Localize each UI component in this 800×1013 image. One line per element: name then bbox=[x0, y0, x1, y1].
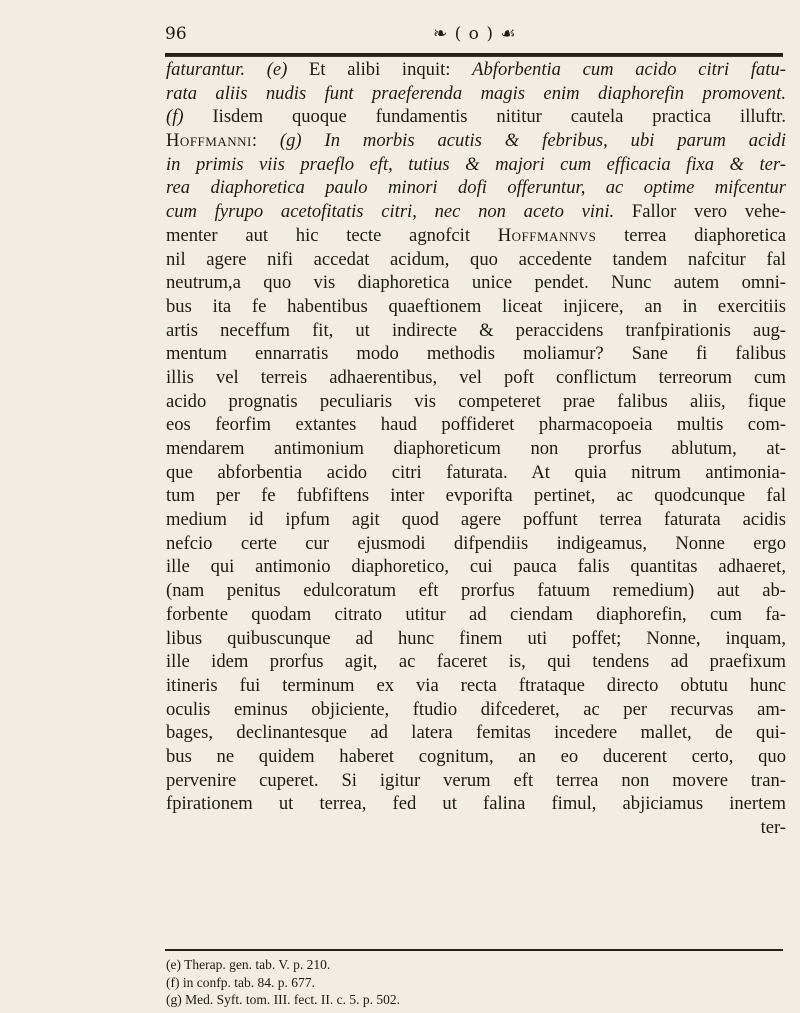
text-line bbox=[166, 390, 786, 414]
text-line bbox=[166, 461, 786, 485]
text-line bbox=[166, 721, 786, 745]
text-run: (f) bbox=[166, 106, 184, 128]
text-run: : bbox=[251, 130, 280, 152]
text-run: (nam penitus edulcoratum eft prorfus fatuum remedium) aut ab- bbox=[166, 580, 786, 602]
text-line bbox=[166, 650, 786, 674]
text-line bbox=[166, 129, 786, 153]
text-run: pervenire cuperet. Si igitur verum eft terrea non movere tran- bbox=[166, 769, 786, 791]
header-ornament: ❧ ( o ) ☙ bbox=[433, 24, 517, 44]
text-run: ille idem prorfus agit, ac faceret is, qui tendens ad praefixum bbox=[166, 651, 786, 673]
text-run: eos feorfim extantes haud poffideret pharmacopoeia multis com- bbox=[166, 414, 786, 436]
text-run: Iisdem quoque fundamentis nititur cautela practica illuftr. bbox=[183, 106, 786, 128]
text-run: cum fyrupo acetofitatis citri, nec non aceto vini. bbox=[166, 201, 615, 223]
text-line bbox=[166, 579, 786, 603]
footnote-g: (g) Med. Syft. tom. III. fect. II. c. 5. p. 502. bbox=[166, 992, 400, 1007]
text-line bbox=[166, 792, 786, 816]
text-line bbox=[166, 342, 786, 366]
text-run: terrea diaphoretica bbox=[596, 224, 786, 246]
text-line bbox=[166, 555, 786, 579]
footnotes bbox=[166, 956, 766, 1009]
text-run: oculis eminus objiciente, ftudio difcederet, ac per recurvas am- bbox=[166, 698, 786, 720]
text-run: Fallor vero vehe- bbox=[614, 201, 786, 223]
text-line bbox=[166, 816, 786, 840]
text-run: forbente quodam citrato utitur ad ciendam diaphorefin, cum fa- bbox=[166, 603, 786, 625]
text-run: medium id ipfum agit quod agere poffunt terrea faturata acidis bbox=[166, 509, 786, 531]
text-run: bus ita fe habentibus quaeftionem liceat injicere, an in exercitiis bbox=[166, 295, 786, 317]
text-line bbox=[166, 698, 786, 722]
text-line bbox=[166, 745, 786, 769]
text-run: artis neceffum fit, ut indirecte & peraccidens tranfpirationis aug- bbox=[166, 319, 786, 341]
header-rule bbox=[165, 53, 783, 57]
text-run: Abforbentia cum acido citri fatu- bbox=[472, 59, 786, 80]
text-line bbox=[166, 200, 786, 224]
text-run: acido prognatis peculiaris vis competeret prae falibus aliis, fique bbox=[166, 390, 786, 412]
text-run: itineris fui terminum ex via recta ftrataque directo obtutu hunc bbox=[166, 674, 786, 696]
text-line bbox=[166, 508, 786, 532]
text-run: (g) In morbis acutis & febribus, ubi parum acidi bbox=[279, 130, 786, 152]
text-line bbox=[166, 627, 786, 651]
text-run: faturantur. (e) bbox=[166, 59, 288, 80]
text-line bbox=[166, 295, 786, 319]
footnote-f: (f) in confp. tab. 84. p. 677. bbox=[166, 974, 315, 990]
footnote-e: (e) Therap. gen. tab. V. p. 210. bbox=[166, 957, 331, 972]
text-run: Hoffmannvs bbox=[497, 224, 597, 246]
text-line bbox=[166, 176, 786, 200]
text-run: bages, declinantesque ad latera femitas incedere mallet, de qui- bbox=[166, 722, 786, 744]
text-run: Et alibi inquit: bbox=[287, 59, 473, 80]
text-line bbox=[166, 413, 786, 437]
text-run: libus quibuscunque ad hunc finem uti poffet; Nonne, inquam, bbox=[166, 627, 786, 649]
text-line bbox=[166, 437, 786, 461]
footnote-rule bbox=[165, 949, 783, 951]
text-run: ter- bbox=[760, 817, 786, 838]
text-line bbox=[166, 153, 786, 177]
text-run: neutrum,a quo vis diaphoretica unice pendet. Nunc autem omni- bbox=[166, 272, 786, 294]
text-run: nil agere nifi accedat acidum, quo accedente tandem nafcitur fal bbox=[166, 248, 786, 270]
body-text bbox=[166, 58, 786, 840]
text-run: rata aliis nudis funt praeferenda magis enim diaphorefin promovent. bbox=[166, 82, 786, 104]
text-run: nefcio certe cur ejusmodi difpendiis indigeamus, Nonne ergo bbox=[166, 532, 786, 554]
text-run: Hoffmanni bbox=[166, 130, 252, 152]
text-line bbox=[166, 248, 786, 272]
text-run: fpirationem ut terrea, fed ut falina fimul, abjiciamus inertem bbox=[166, 793, 786, 815]
text-run: illis vel terreis adhaerentibus, vel poft conflictum terreorum cum bbox=[166, 366, 786, 388]
text-run: in primis viis praeflo eft, tutius & majori cum efficacia fixa & ter- bbox=[166, 153, 786, 175]
text-line bbox=[166, 271, 786, 295]
text-line bbox=[166, 58, 786, 82]
text-line bbox=[166, 769, 786, 793]
page-number: 96 bbox=[165, 24, 187, 44]
text-line bbox=[166, 603, 786, 627]
running-header bbox=[165, 24, 785, 54]
text-run: rea diaphoretica paulo minori dofi offeruntur, ac optime mifcentur bbox=[166, 177, 786, 199]
text-line bbox=[166, 674, 786, 698]
text-line bbox=[166, 82, 786, 106]
text-run: mentum ennarratis modo methodis moliamur? Sane fi falibus bbox=[166, 343, 786, 365]
text-run: menter aut hic tecte agnofcit bbox=[166, 224, 498, 246]
text-run: ille qui antimonio diaphoretico, cui pauca falis quantitas adhaeret, bbox=[166, 556, 786, 578]
text-line bbox=[166, 224, 786, 248]
text-line bbox=[166, 319, 786, 343]
text-line bbox=[166, 105, 786, 129]
text-line bbox=[166, 366, 786, 390]
text-run: bus ne quidem haberet cognitum, an eo ducerent certo, quo bbox=[166, 745, 786, 767]
text-line bbox=[166, 532, 786, 556]
text-run: que abforbentia acido citri faturata. At quia nitrum antimonia- bbox=[166, 461, 786, 483]
text-line bbox=[166, 484, 786, 508]
text-run: tum per fe fubfiftens inter evporifta pertinet, ac quodcunque fal bbox=[166, 485, 786, 507]
text-run: mendarem antimonium diaphoreticum non prorfus ablutum, at- bbox=[166, 438, 786, 459]
